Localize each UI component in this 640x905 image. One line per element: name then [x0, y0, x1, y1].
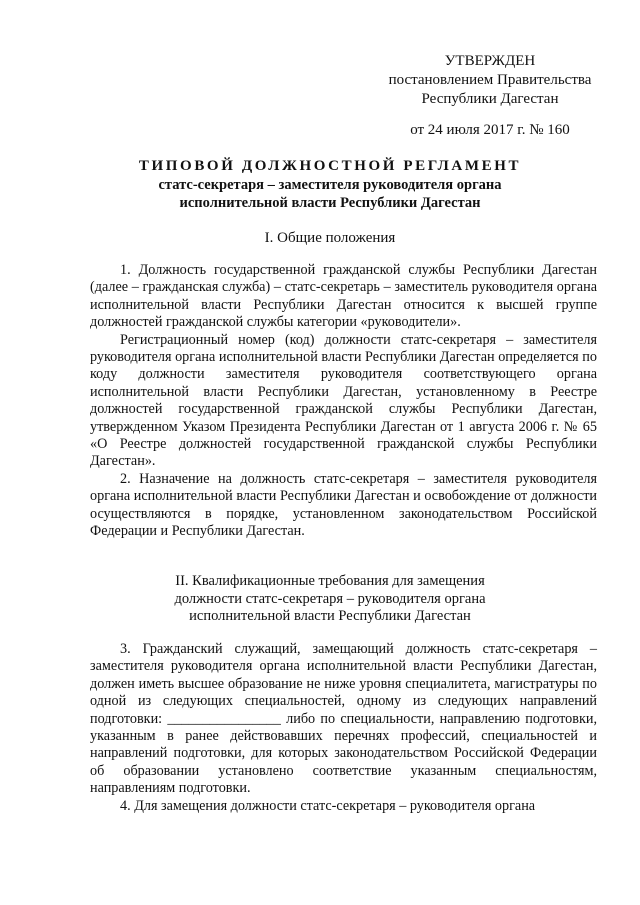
approval-line-1: постановлением Правительства [388, 72, 592, 88]
title-subtitle-1: статс-секретаря – заместителя руководителя органа [158, 177, 502, 193]
section-2-heading-line-3: исполнительной власти Республики Дагестан [189, 608, 471, 625]
section-2-body [90, 641, 597, 815]
paragraph-4: 4. Для замещения должности статс-секретаря – руководителя органа [120, 797, 536, 814]
approval-line-2: Республики Дагестан [421, 91, 559, 107]
title-subtitle-2: исполнительной власти Республики Дагестан [179, 195, 481, 211]
section-1-body [90, 262, 597, 541]
paragraph-2: 2. Назначение на должность статс-секретаря – заместителя руководителя органа исполнительной власти Республики Дагестан и освобождение от должности осуществляются в порядке, установленном законодательством Российской Федерации и Республики Дагестан. [90, 470, 597, 540]
section-2-heading-line-2: должности статс-секретаря – руководителя органа [174, 590, 486, 607]
approval-block [375, 52, 605, 140]
approval-date: от 24 июля 2017 г. № 160 [410, 122, 570, 138]
document-title [60, 156, 600, 212]
section-2-heading [60, 573, 600, 626]
section-1-heading: I. Общие положения [264, 230, 396, 246]
title-main: ТИПОВОЙ ДОЛЖНОСТНОЙ РЕГЛАМЕНТ [138, 158, 522, 174]
approval-stamp: УТВЕРЖДЕН [444, 53, 536, 69]
section-2-heading-line-1: II. Квалификационные требования для замещения [175, 573, 485, 589]
paragraph-1: 1. Должность государственной гражданской службы Республики Дагестан (далее – гражданская служба) – статс-секретарь – заместитель руководителя органа исполнительной власти Республики Дагестан относится к высшей группе должностей гражданской службы категории «руководители». [90, 262, 597, 331]
paragraph-registration: Регистрационный номер (код) должности статс-секретаря – заместителя руководителя органа исполнительной власти Республики Дагестан определяется по коду должности заместителя руководителя соответствующего органа исполнительной власти Республики Дагестан, установленному в Реестре должностей государственной гражданской службы Республики Дагестан, утвержденном Указом Президента Республики Дагестан от 1 августа 2006 г. № 65 «О Реестре должностей государственной гражданской службы Республики Дагестан». [90, 331, 597, 470]
paragraph-3: 3. Гражданский служащий, замещающий должность статс-секретаря – заместителя руководителя органа исполнительной власти Республики Дагестан, должен иметь высшее образование не ниже уровня специалитета, магистратуры по одной из следующих специальностей, одному из следующих направлений подготовки: ________________ либо по специальности, направлению подготовки, указанным в ранее действовавших перечнях профессий, специальностей и направлений подготовки, для которых законодательством Российской Федерации об образовании установлено соответствие указанным специальностям, направлениям подготовки. [90, 641, 597, 797]
